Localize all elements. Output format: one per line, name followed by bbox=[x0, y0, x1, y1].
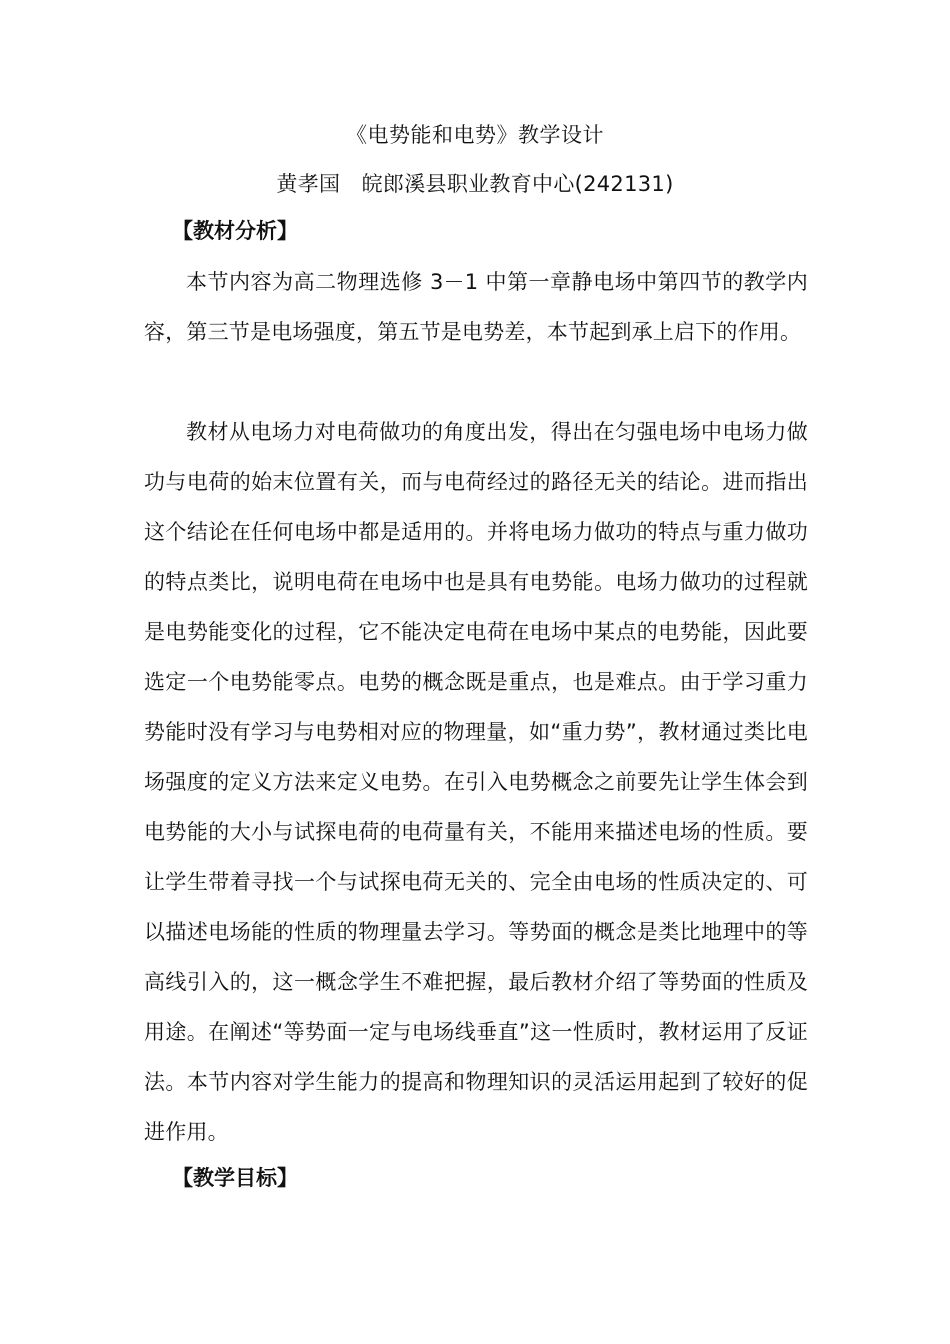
author-line: 黄孝国 皖郎溪县职业教育中心(242131) bbox=[276, 172, 674, 196]
section-heading-textbook-analysis: 【教材分析】 bbox=[172, 219, 298, 243]
paragraph-intro: 本节内容为高二物理选修 3－1 中第一章静电场中第四节的教学内容，第三节是电场强度，第五节是电势差，本节起到承上启下的作用。 bbox=[144, 270, 808, 344]
section-heading-teaching-goals: 【教学目标】 bbox=[172, 1166, 298, 1190]
document-title: 《电势能和电势》教学设计 bbox=[346, 123, 604, 147]
paragraph-analysis: 教材从电场力对电荷做功的角度出发，得出在匀强电场中电场力做功与电荷的始末位置有关，而与电荷经过的路径无关的结论。进而指出这个结论在任何电场中都是适用的。并将电场力做功的特点与重力做功的特点类比，说明电荷在电场中也是具有电势能。电场力做功的过程就是电势能变化的过程，它不能决定电荷在电场中某点的电势能，因此要选定一个电势能零点。电势的概念既是重点，也是难点。由于学习重力势能时没有学习与电势相对应的物理量，如“重力势”，教材通过类比电场强度的定义方法来定义电势。在引入电势概念之前要先让学生体会到电势能的大小与试探电荷的电荷量有关，不能用来描述电场的性质。要让学生带着寻找一个与试探电荷无关的、完全由电场的性质决定的、可以描述电场能的性质的物理量去学习。等势面的概念是类比地理中的等高线引入的，这一概念学生不难把握，最后教材介绍了等势面的性质及用途。在阐述“等势面一定与电场线垂直”这一性质时，教材运用了反证法。本节内容对学生能力的提高和物理知识的灵活运用起到了较好的促进作用。 bbox=[144, 420, 808, 1144]
